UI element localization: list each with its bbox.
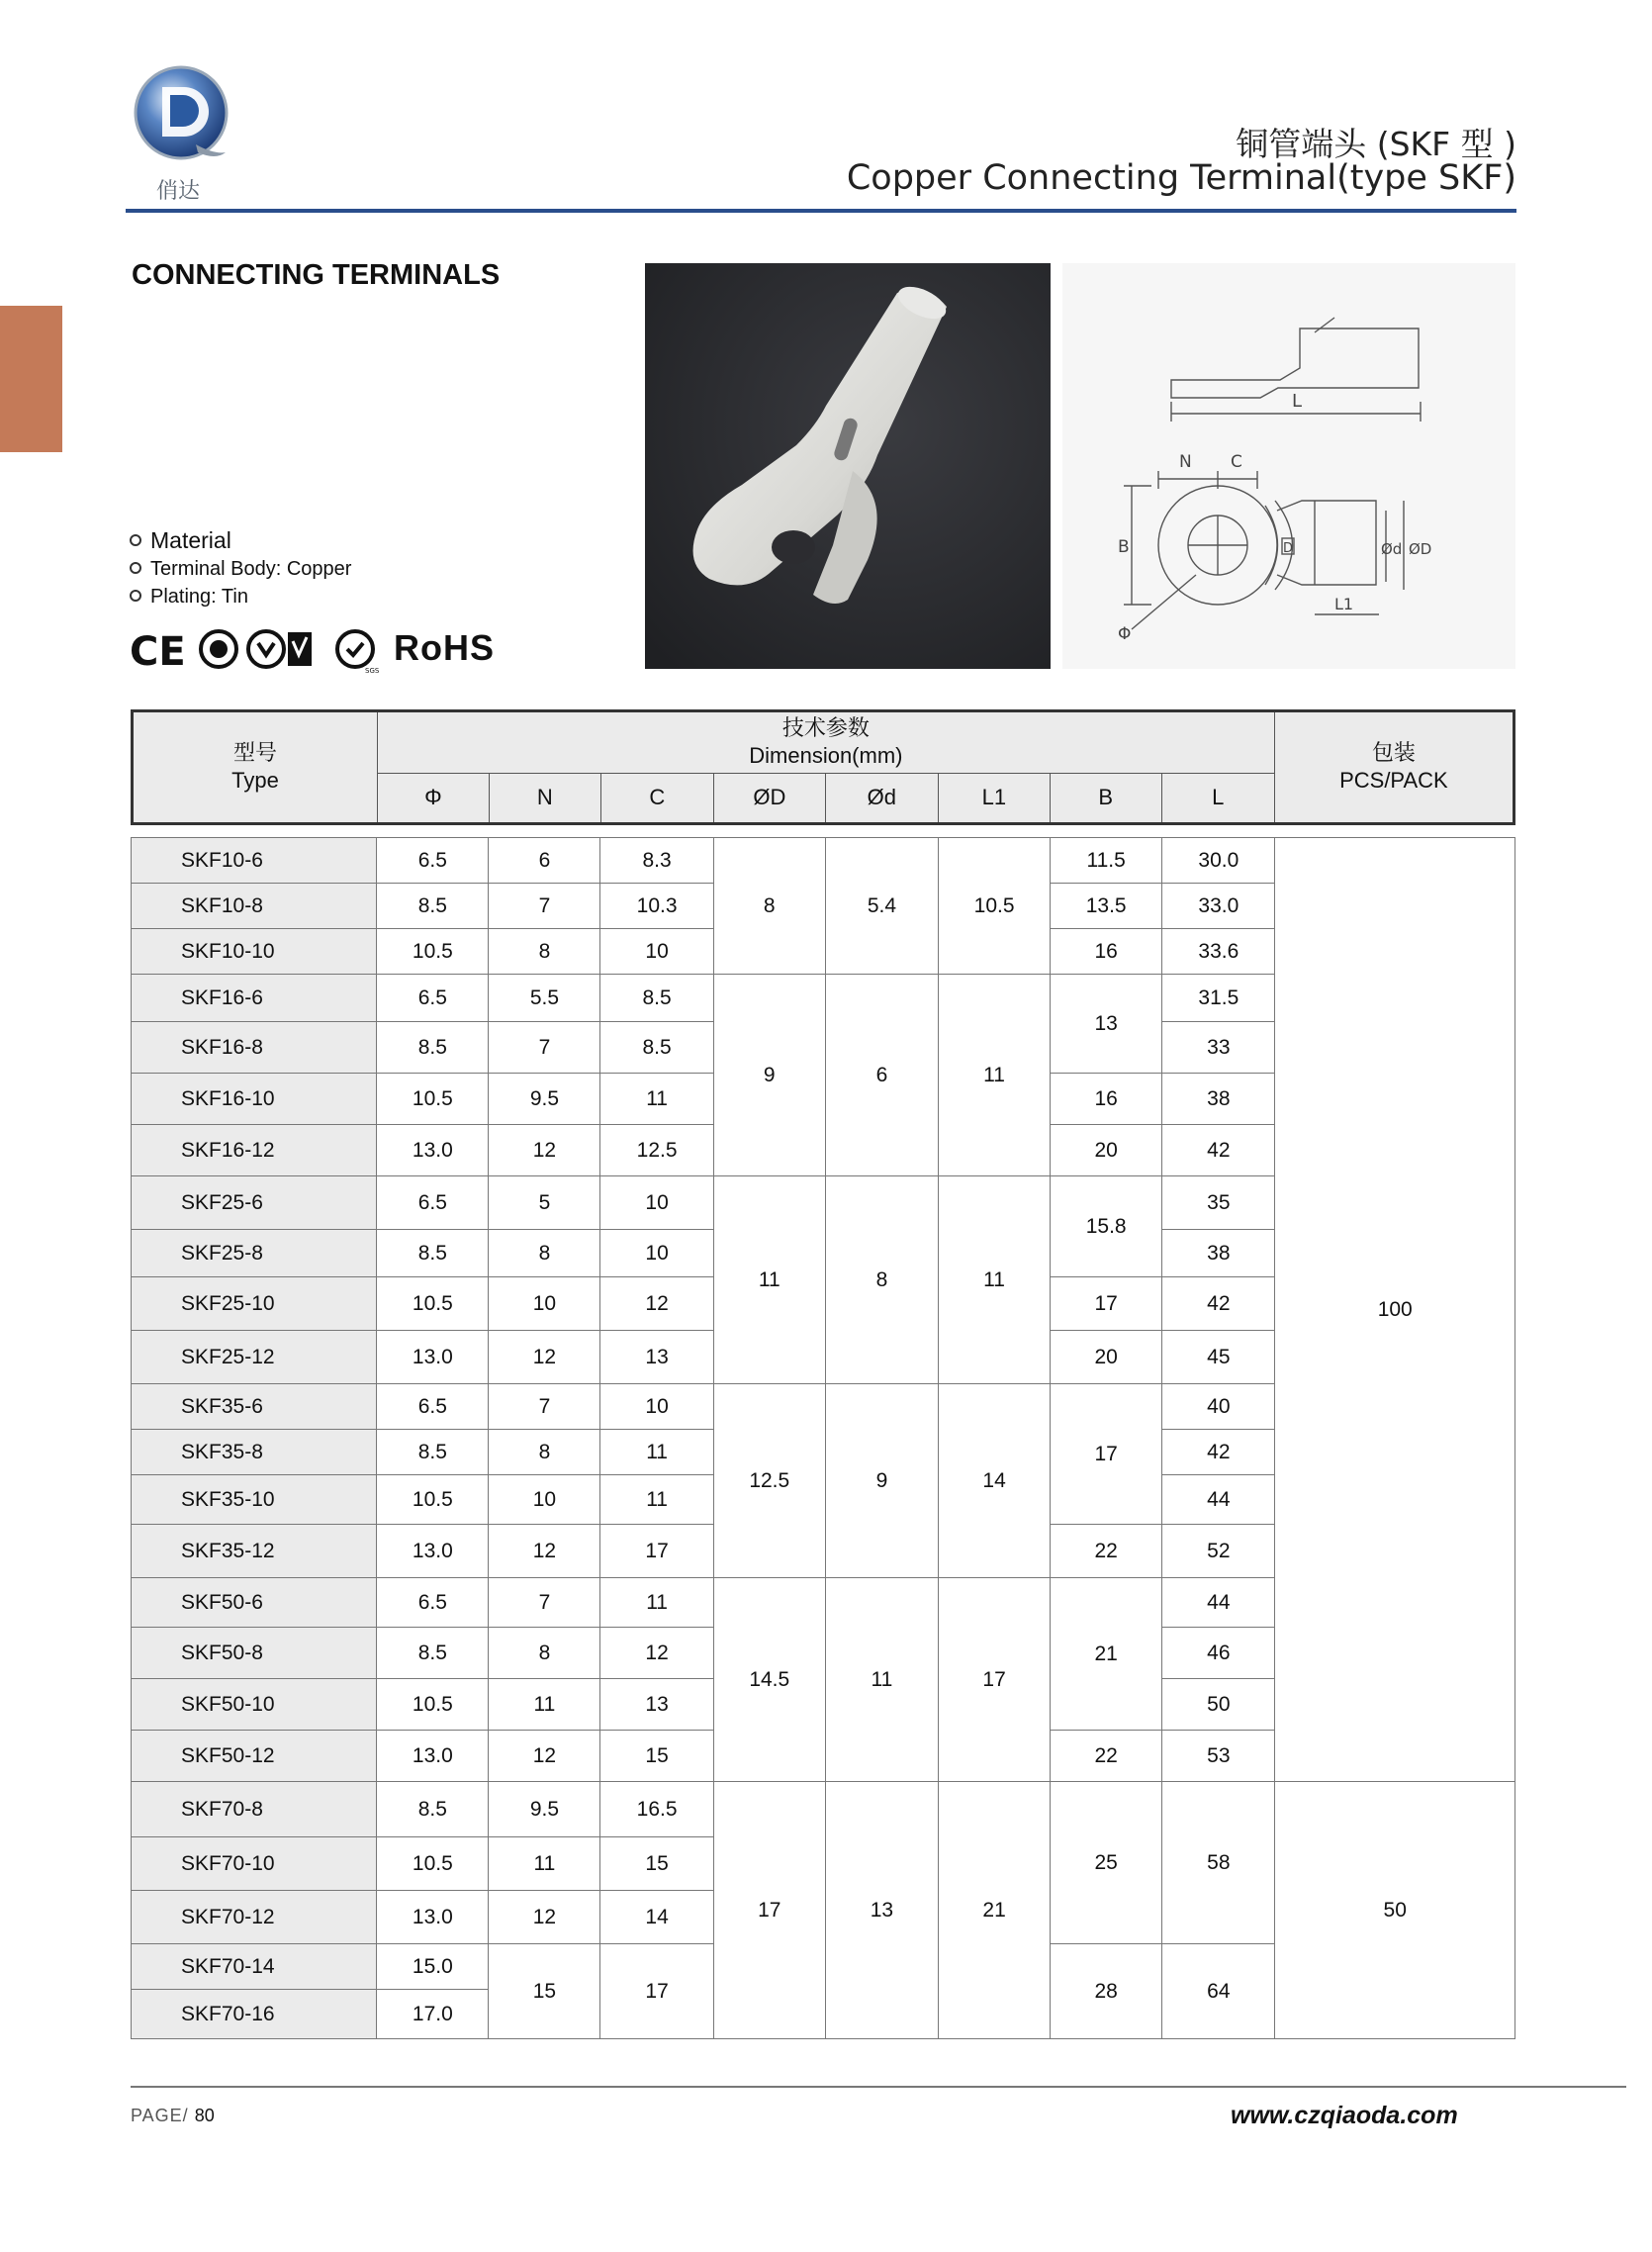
- drawing-label-b: B: [1118, 537, 1130, 557]
- l-cell: 44: [1162, 1475, 1275, 1525]
- column-header: L1: [938, 774, 1050, 824]
- c-cell: 10: [600, 1230, 713, 1277]
- c-cell: 8.3: [600, 838, 713, 884]
- phi-cell: 8.5: [377, 884, 489, 929]
- n-cell: 9.5: [489, 1074, 600, 1125]
- type-cell: SKF35-6: [132, 1384, 377, 1430]
- c-cell: 16.5: [600, 1782, 713, 1837]
- column-header: B: [1050, 774, 1161, 824]
- dimension-drawing: [1062, 263, 1515, 669]
- n-cell: 11: [489, 1837, 600, 1891]
- rohs-mark: RoHS: [394, 627, 495, 668]
- l1-cell: 11: [939, 1176, 1051, 1384]
- id-cell: 6: [825, 975, 938, 1176]
- column-header: Ød: [825, 774, 938, 824]
- b-cell: 20: [1051, 1331, 1162, 1384]
- phi-cell: 15.0: [377, 1944, 489, 1990]
- phi-cell: 8.5: [377, 1430, 489, 1475]
- section-heading: CONNECTING TERMINALS: [132, 259, 501, 291]
- c-cell: 11: [600, 1074, 713, 1125]
- od-cell: 12.5: [713, 1384, 825, 1578]
- l-cell: 52: [1162, 1525, 1275, 1578]
- page-title-chinese: 铜管端头 (SKF 型 ): [1236, 125, 1516, 163]
- n-cell: 8: [489, 1628, 600, 1679]
- phi-cell: 8.5: [377, 1230, 489, 1277]
- side-view-outline: [1171, 328, 1419, 398]
- id-cell: 9: [825, 1384, 938, 1578]
- l-cell: 64: [1162, 1944, 1275, 2039]
- b-cell: 28: [1051, 1944, 1162, 2039]
- column-header: L: [1161, 774, 1274, 824]
- l-cell: 31.5: [1162, 975, 1275, 1022]
- spec-table-header: [131, 709, 1515, 825]
- l-cell: 33.0: [1162, 884, 1275, 929]
- drawing-label-n: N: [1179, 452, 1192, 472]
- id-cell: 13: [825, 1782, 938, 2039]
- type-cell: SKF16-12: [132, 1125, 377, 1176]
- id-cell: 11: [825, 1578, 938, 1782]
- type-cell: SKF16-10: [132, 1074, 377, 1125]
- l-cell: 42: [1162, 1430, 1275, 1475]
- type-header: 型号 Type: [133, 711, 378, 824]
- b-cell: 17: [1051, 1384, 1162, 1525]
- od-cell: 8: [713, 838, 825, 975]
- b-cell: 11.5: [1051, 838, 1162, 884]
- phi-cell: 10.5: [377, 1277, 489, 1331]
- material-title: [130, 527, 231, 554]
- material-title-text: Material: [150, 527, 231, 553]
- dimension-header: 技术参数 Dimension(mm): [377, 711, 1274, 774]
- product-photo: [645, 263, 1051, 669]
- drawing-label-c: C: [1231, 452, 1242, 472]
- table-row: [132, 838, 1515, 884]
- c-cell: 15: [600, 1837, 713, 1891]
- type-cell: SKF10-10: [132, 929, 377, 975]
- n-cell: 8: [489, 1230, 600, 1277]
- phi-cell: 13.0: [377, 1125, 489, 1176]
- type-cell: SKF10-6: [132, 838, 377, 884]
- n-cell: 6: [489, 838, 600, 884]
- pack-header: 包装 PCS/PACK: [1274, 711, 1514, 824]
- n-cell: 7: [489, 884, 600, 929]
- type-cell: SKF50-8: [132, 1628, 377, 1679]
- n-cell: 12: [489, 1331, 600, 1384]
- id-cell: 5.4: [825, 838, 938, 975]
- phi-cell: 6.5: [377, 975, 489, 1022]
- phi-cell: 10.5: [377, 1679, 489, 1731]
- type-cell: SKF35-10: [132, 1475, 377, 1525]
- website-url[interactable]: www.czqiaoda.com: [1231, 2102, 1458, 2129]
- phi-cell: 6.5: [377, 1384, 489, 1430]
- drawing-label-d: D: [1283, 541, 1294, 556]
- n-cell: 7: [489, 1578, 600, 1628]
- cert-marks: [130, 623, 387, 675]
- pack-cell: 100: [1275, 838, 1515, 1782]
- c-cell: 10.3: [600, 884, 713, 929]
- n-cell: 8: [489, 1430, 600, 1475]
- c-cell: 12.5: [600, 1125, 713, 1176]
- terminal-photo-illustration: [645, 263, 1051, 669]
- n-cell: 15: [489, 1944, 600, 2039]
- b-cell: 20: [1051, 1125, 1162, 1176]
- c-cell: 11: [600, 1578, 713, 1628]
- n-cell: 12: [489, 1125, 600, 1176]
- c-cell: 14: [600, 1891, 713, 1944]
- c-cell: 17: [600, 1525, 713, 1578]
- c-cell: 12: [600, 1628, 713, 1679]
- type-cell: SKF70-8: [132, 1782, 377, 1837]
- material-body-text: Terminal Body: Copper: [150, 558, 352, 580]
- type-cell: SKF25-8: [132, 1230, 377, 1277]
- c-cell: 10: [600, 1176, 713, 1230]
- column-header: Φ: [377, 774, 489, 824]
- header-divider: [126, 209, 1516, 213]
- phi-cell: 13.0: [377, 1525, 489, 1578]
- l-cell: 33: [1162, 1022, 1275, 1074]
- phi-cell: 13.0: [377, 1331, 489, 1384]
- c-cell: 10: [600, 929, 713, 975]
- section-side-tab: [0, 306, 62, 452]
- b-cell: 15.8: [1051, 1176, 1162, 1277]
- b-cell: 17: [1051, 1277, 1162, 1331]
- page-number: PAGE/ 80: [131, 2106, 215, 2125]
- n-cell: 9.5: [489, 1782, 600, 1837]
- type-cell: SKF25-10: [132, 1277, 377, 1331]
- spec-table: [131, 709, 1515, 2039]
- od-cell: 17: [713, 1782, 825, 2039]
- column-header: ØD: [713, 774, 825, 824]
- footer-divider: [131, 2086, 1626, 2088]
- l1-cell: 10.5: [939, 838, 1051, 975]
- phi-cell: 13.0: [377, 1731, 489, 1782]
- pack-cell: 50: [1275, 1782, 1515, 2039]
- l-cell: 58: [1162, 1782, 1275, 1944]
- type-cell: SKF50-10: [132, 1679, 377, 1731]
- l-cell: 45: [1162, 1331, 1275, 1384]
- column-header: N: [489, 774, 600, 824]
- l1-cell: 11: [939, 975, 1051, 1176]
- phi-cell: 8.5: [377, 1022, 489, 1074]
- c-cell: 11: [600, 1475, 713, 1525]
- material-body-line: [130, 558, 351, 581]
- b-cell: 22: [1051, 1731, 1162, 1782]
- phi-cell: 10.5: [377, 929, 489, 975]
- c-cell: 12: [600, 1277, 713, 1331]
- od-cell: 9: [713, 975, 825, 1176]
- c-cell: 15: [600, 1731, 713, 1782]
- phi-cell: 8.5: [377, 1782, 489, 1837]
- b-cell: 13.5: [1051, 884, 1162, 929]
- l-cell: 44: [1162, 1578, 1275, 1628]
- table-row: [132, 1782, 1515, 1837]
- drawing-label-l: L: [1292, 391, 1303, 412]
- c-cell: 13: [600, 1331, 713, 1384]
- phi-cell: 6.5: [377, 838, 489, 884]
- drawing-label-outer-diameter: ØD: [1409, 540, 1432, 558]
- b-cell: 21: [1051, 1578, 1162, 1731]
- ce-mark-icon: CE: [130, 629, 186, 675]
- c-cell: 8.5: [600, 1022, 713, 1074]
- l-cell: 46: [1162, 1628, 1275, 1679]
- phi-cell: 17.0: [377, 1990, 489, 2039]
- n-cell: 7: [489, 1384, 600, 1430]
- phi-cell: 10.5: [377, 1475, 489, 1525]
- n-cell: 10: [489, 1277, 600, 1331]
- n-cell: 10: [489, 1475, 600, 1525]
- b-cell: 13: [1051, 975, 1162, 1074]
- type-cell: SKF16-8: [132, 1022, 377, 1074]
- type-cell: SKF70-14: [132, 1944, 377, 1990]
- n-cell: 11: [489, 1679, 600, 1731]
- l-cell: 53: [1162, 1731, 1275, 1782]
- technical-drawing: [1062, 263, 1515, 669]
- phi-cell: 13.0: [377, 1891, 489, 1944]
- c-cell: 10: [600, 1384, 713, 1430]
- bullet-icon: [130, 534, 141, 546]
- drawing-label-inner-diameter: Ød: [1381, 540, 1403, 558]
- phi-cell: 10.5: [377, 1837, 489, 1891]
- l-cell: 50: [1162, 1679, 1275, 1731]
- c-cell: 8.5: [600, 975, 713, 1022]
- l-cell: 33.6: [1162, 929, 1275, 975]
- page-title-english: Copper Connecting Terminal(type SKF): [846, 158, 1516, 198]
- phi-cell: 8.5: [377, 1628, 489, 1679]
- quality-mark-icon: [248, 631, 284, 667]
- type-cell: SKF50-6: [132, 1578, 377, 1628]
- n-cell: 5: [489, 1176, 600, 1230]
- bullet-icon: [130, 562, 141, 574]
- drawing-label-phi: Φ: [1118, 624, 1132, 644]
- l-cell: 42: [1162, 1277, 1275, 1331]
- b-cell: 25: [1051, 1782, 1162, 1944]
- phi-cell: 10.5: [377, 1074, 489, 1125]
- svg-text:SGS: SGS: [365, 667, 380, 675]
- b-cell: 16: [1051, 1074, 1162, 1125]
- id-cell: 8: [825, 1176, 938, 1384]
- n-cell: 12: [489, 1891, 600, 1944]
- type-cell: SKF25-6: [132, 1176, 377, 1230]
- spec-table-body: [131, 837, 1515, 2039]
- c-cell: 13: [600, 1679, 713, 1731]
- material-plating-line: [130, 586, 248, 609]
- l1-cell: 21: [939, 1782, 1051, 2039]
- type-cell: SKF10-8: [132, 884, 377, 929]
- type-cell: SKF35-12: [132, 1525, 377, 1578]
- type-cell: SKF50-12: [132, 1731, 377, 1782]
- type-cell: SKF16-6: [132, 975, 377, 1022]
- type-cell: SKF25-12: [132, 1331, 377, 1384]
- iso-mark-icon: [288, 632, 312, 666]
- c-cell: 11: [600, 1430, 713, 1475]
- n-cell: 8: [489, 929, 600, 975]
- c-cell: 17: [600, 1944, 713, 2039]
- column-header: C: [600, 774, 713, 824]
- sgs-mark-icon: [337, 631, 373, 667]
- type-cell: SKF70-10: [132, 1837, 377, 1891]
- n-cell: 5.5: [489, 975, 600, 1022]
- l1-cell: 14: [939, 1384, 1051, 1578]
- l-cell: 42: [1162, 1125, 1275, 1176]
- logo-graphic: [127, 61, 235, 210]
- logo-caption: 俏达: [155, 179, 201, 204]
- b-cell: 16: [1051, 929, 1162, 975]
- type-cell: SKF70-12: [132, 1891, 377, 1944]
- drawing-label-l1: L1: [1334, 595, 1354, 613]
- bullet-icon: [130, 590, 141, 602]
- type-cell: SKF70-16: [132, 1990, 377, 2039]
- od-cell: 14.5: [713, 1578, 825, 1782]
- l-cell: 38: [1162, 1074, 1275, 1125]
- type-cell: SKF35-8: [132, 1430, 377, 1475]
- phi-cell: 6.5: [377, 1578, 489, 1628]
- phi-cell: 6.5: [377, 1176, 489, 1230]
- n-cell: 12: [489, 1525, 600, 1578]
- l-cell: 35: [1162, 1176, 1275, 1230]
- l-cell: 38: [1162, 1230, 1275, 1277]
- l-cell: 30.0: [1162, 838, 1275, 884]
- l-cell: 40: [1162, 1384, 1275, 1430]
- material-plating-text: Plating: Tin: [150, 586, 248, 608]
- l1-cell: 17: [939, 1578, 1051, 1782]
- n-cell: 12: [489, 1731, 600, 1782]
- company-logo: [127, 61, 235, 210]
- n-cell: 7: [489, 1022, 600, 1074]
- od-cell: 11: [713, 1176, 825, 1384]
- b-cell: 22: [1051, 1525, 1162, 1578]
